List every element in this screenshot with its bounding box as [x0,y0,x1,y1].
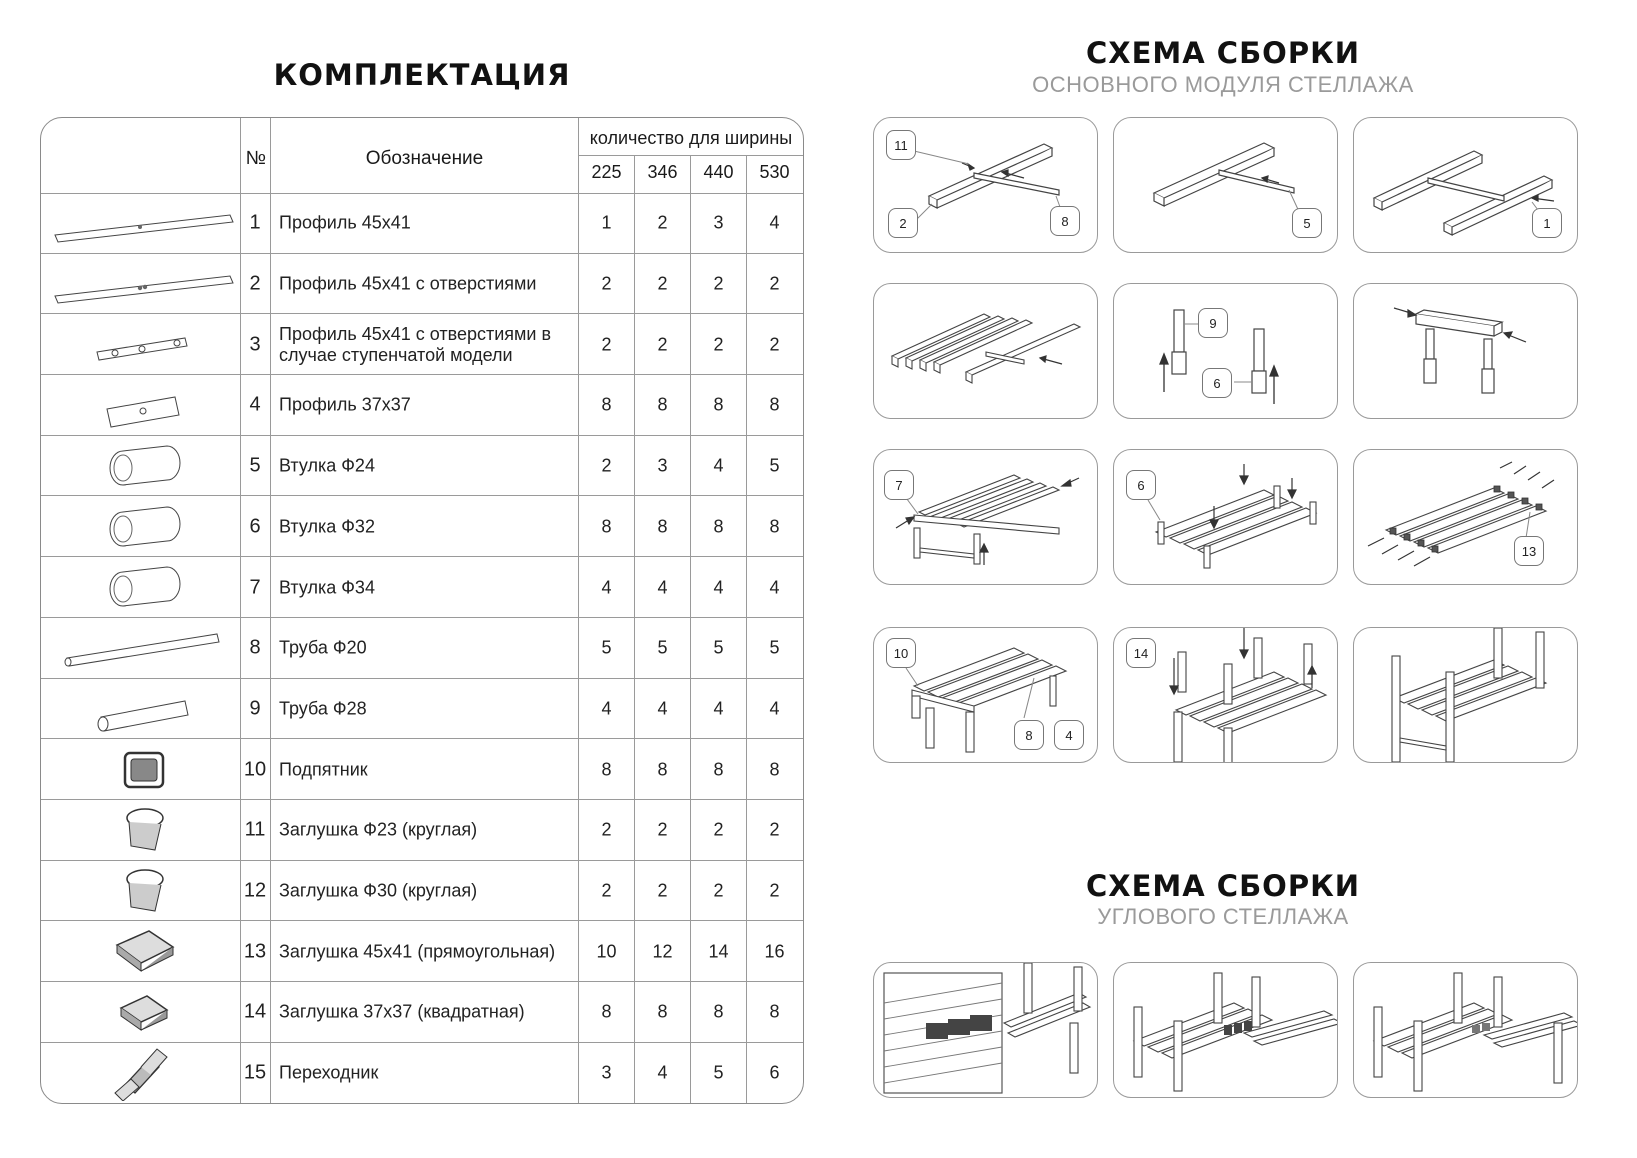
part-qty-530: 8 [769,394,780,415]
part-qty-440: 8 [713,516,724,537]
part-qty-440: 4 [713,455,724,476]
round-cap-icon [45,802,237,858]
part-name: Труба Ф28 [279,698,367,719]
table-row [41,679,804,740]
table-row [41,618,804,679]
table-row [41,436,804,497]
part-number: 3 [249,333,261,356]
part-qty-530: 2 [769,334,780,355]
part-number: 8 [249,636,261,659]
part-number: 1 [249,211,261,234]
part-name: Заглушка Ф23 (круглая) [279,819,478,840]
assembly-step-3 [1353,117,1578,253]
callout-2: 2 [888,208,918,238]
assembly-step-8 [1113,449,1338,585]
step-9-drawing [1354,450,1578,585]
part-qty-530: 8 [769,516,780,537]
profile-long-holes-icon [45,256,237,312]
part-name: Втулка Ф24 [279,455,375,476]
part-qty-440: 8 [713,1001,724,1022]
bushing-icon [45,559,237,615]
part-qty-530: 6 [769,1062,780,1083]
part-qty-440: 3 [713,212,724,233]
step-6-drawing [1354,284,1578,419]
header-designation: Обозначение [365,148,484,169]
part-qty-346: 8 [657,394,668,415]
assembly-step-2 [1113,117,1338,253]
header-width-530: 530 [759,162,790,182]
part-number: 12 [243,879,267,902]
part-qty-225: 4 [601,698,612,719]
part-qty-225: 10 [596,941,617,962]
part-qty-530: 4 [769,577,780,598]
callout-5: 5 [1292,208,1322,238]
part-number: 13 [243,940,267,963]
profile-square-icon [45,377,237,433]
part-qty-440: 8 [713,394,724,415]
part-name: Заглушка 45х41 (прямоугольная) [279,941,556,962]
module-title: СХЕМА СБОРКИ [1085,36,1361,70]
part-number: 15 [243,1061,267,1084]
part-qty-440: 2 [713,819,724,840]
step-12-drawing [1354,628,1578,763]
part-qty-225: 2 [601,334,612,355]
square-cap-icon [45,984,237,1040]
part-qty-346: 4 [657,1062,668,1083]
callout-6b: 6 [1126,470,1156,500]
callout-8: 8 [1050,206,1080,236]
part-qty-346: 8 [657,516,668,537]
part-name: Подпятник [279,759,368,780]
part-qty-440: 2 [713,880,724,901]
part-name: Заглушка Ф30 (круглая) [279,880,478,901]
part-number: 5 [249,454,261,477]
foot-pad-icon [45,741,237,797]
table-row [41,921,804,982]
part-name: Втулка Ф34 [279,577,375,598]
part-qty-346: 8 [657,759,668,780]
part-qty-530: 2 [769,819,780,840]
part-qty-225: 5 [601,637,612,658]
part-qty-530: 8 [769,759,780,780]
callout-7: 7 [884,470,914,500]
part-qty-225: 3 [601,1062,612,1083]
callout-4: 4 [1054,720,1084,750]
corner-step-2 [1113,962,1338,1098]
part-qty-440: 5 [713,637,724,658]
step-5-drawing [1114,284,1338,419]
corner-step-2-drawing [1114,963,1338,1098]
part-qty-225: 8 [601,394,612,415]
assembly-step-11 [1113,627,1338,763]
part-qty-530: 16 [764,941,785,962]
part-qty-530: 8 [769,1001,780,1022]
table-row [41,982,804,1043]
part-name: Профиль 45х41 с отверстиями [279,273,537,294]
table-row [41,497,804,558]
assembly-step-7 [873,449,1098,585]
rect-cap-icon [45,923,237,979]
table-row [41,739,804,800]
part-qty-225: 2 [601,819,612,840]
part-qty-225: 2 [601,880,612,901]
callout-14: 14 [1126,638,1156,668]
part-name: Профиль 45х41 [279,212,411,233]
part-qty-346: 12 [652,941,673,962]
table-row [41,193,804,254]
part-qty-530: 5 [769,637,780,658]
part-qty-440: 5 [713,1062,724,1083]
part-qty-346: 2 [657,212,668,233]
assembly-step-10 [873,627,1098,763]
corner-step-3 [1353,962,1578,1098]
part-number: 7 [249,576,261,599]
left-title: КОМПЛЕКТАЦИЯ [273,58,571,92]
header-qty-title: количество для ширины [589,128,793,148]
header-width-346: 346 [647,162,678,182]
part-qty-530: 2 [769,273,780,294]
table-row [41,800,804,861]
assembly-step-12 [1353,627,1578,763]
callout-1: 1 [1532,208,1562,238]
part-qty-440: 4 [713,698,724,719]
part-number: 4 [249,393,261,416]
corner-step-1 [873,962,1098,1098]
corner-step-3-drawing [1354,963,1578,1098]
part-qty-346: 2 [657,880,668,901]
part-qty-346: 4 [657,577,668,598]
part-qty-530: 4 [769,698,780,719]
callout-11: 11 [886,130,916,160]
module-subtitle: ОСНОВНОГО МОДУЛЯ СТЕЛЛАЖА [1032,72,1414,97]
part-qty-346: 3 [657,455,668,476]
round-cap-icon [45,863,237,919]
part-qty-346: 2 [657,273,668,294]
adapter-icon [45,1045,237,1101]
callout-13: 13 [1514,536,1544,566]
part-name: Профиль 37х37 [279,394,411,415]
part-qty-225: 2 [601,455,612,476]
table-row [41,557,804,618]
corner-step-1-drawing [874,963,1098,1098]
part-number: 9 [249,697,261,720]
part-number: 11 [244,818,266,841]
callout-6: 6 [1202,368,1232,398]
part-number: 2 [249,272,261,295]
profile-short-holes-icon [45,316,237,372]
step-4-drawing [874,284,1098,419]
part-qty-530: 2 [769,880,780,901]
part-name: Заглушка 37х37 (квадратная) [279,1001,525,1022]
part-name: Переходник [279,1062,379,1083]
part-qty-440: 14 [708,941,729,962]
part-qty-440: 8 [713,759,724,780]
assembly-step-1 [873,117,1098,253]
header-no: № [245,148,267,169]
part-qty-225: 1 [601,212,612,233]
table-row [41,861,804,922]
part-qty-530: 4 [769,212,780,233]
parts-table [40,117,804,1104]
callout-9: 9 [1198,308,1228,338]
part-qty-225: 2 [601,273,612,294]
part-qty-346: 4 [657,698,668,719]
part-qty-440: 2 [713,334,724,355]
part-qty-225: 8 [601,1001,612,1022]
header-width-440: 440 [703,162,734,182]
pipe-short-icon [45,681,237,737]
callout-10: 10 [886,638,916,668]
assembly-step-4 [873,283,1098,419]
part-name: Профиль 45х41 с отверстиями в случае ступенчатой модели [279,323,552,365]
assembly-step-6 [1353,283,1578,419]
part-number: 10 [243,758,267,781]
assembly-step-5 [1113,283,1338,419]
profile-long-icon [45,195,237,251]
part-qty-225: 4 [601,577,612,598]
part-name: Труба Ф20 [279,637,367,658]
table-row [41,1043,804,1104]
corner-title: СХЕМА СБОРКИ [1085,869,1361,903]
part-qty-346: 2 [657,819,668,840]
bushing-icon [45,438,237,494]
assembly-step-9 [1353,449,1578,585]
part-qty-225: 8 [601,516,612,537]
part-name: Втулка Ф32 [279,516,375,537]
part-qty-346: 5 [657,637,668,658]
corner-subtitle: УГЛОВОГО СТЕЛЛАЖА [1097,904,1349,929]
bushing-icon [45,499,237,555]
part-qty-346: 8 [657,1001,668,1022]
pipe-long-icon [45,620,237,676]
part-qty-530: 5 [769,455,780,476]
table-row [41,314,804,375]
part-number: 6 [249,515,261,538]
callout-8b: 8 [1014,720,1044,750]
part-qty-440: 2 [713,273,724,294]
table-row [41,254,804,315]
part-number: 14 [243,1000,267,1023]
part-qty-225: 8 [601,759,612,780]
table-row [41,375,804,436]
header-width-225: 225 [591,162,622,182]
part-qty-440: 4 [713,577,724,598]
part-qty-346: 2 [657,334,668,355]
